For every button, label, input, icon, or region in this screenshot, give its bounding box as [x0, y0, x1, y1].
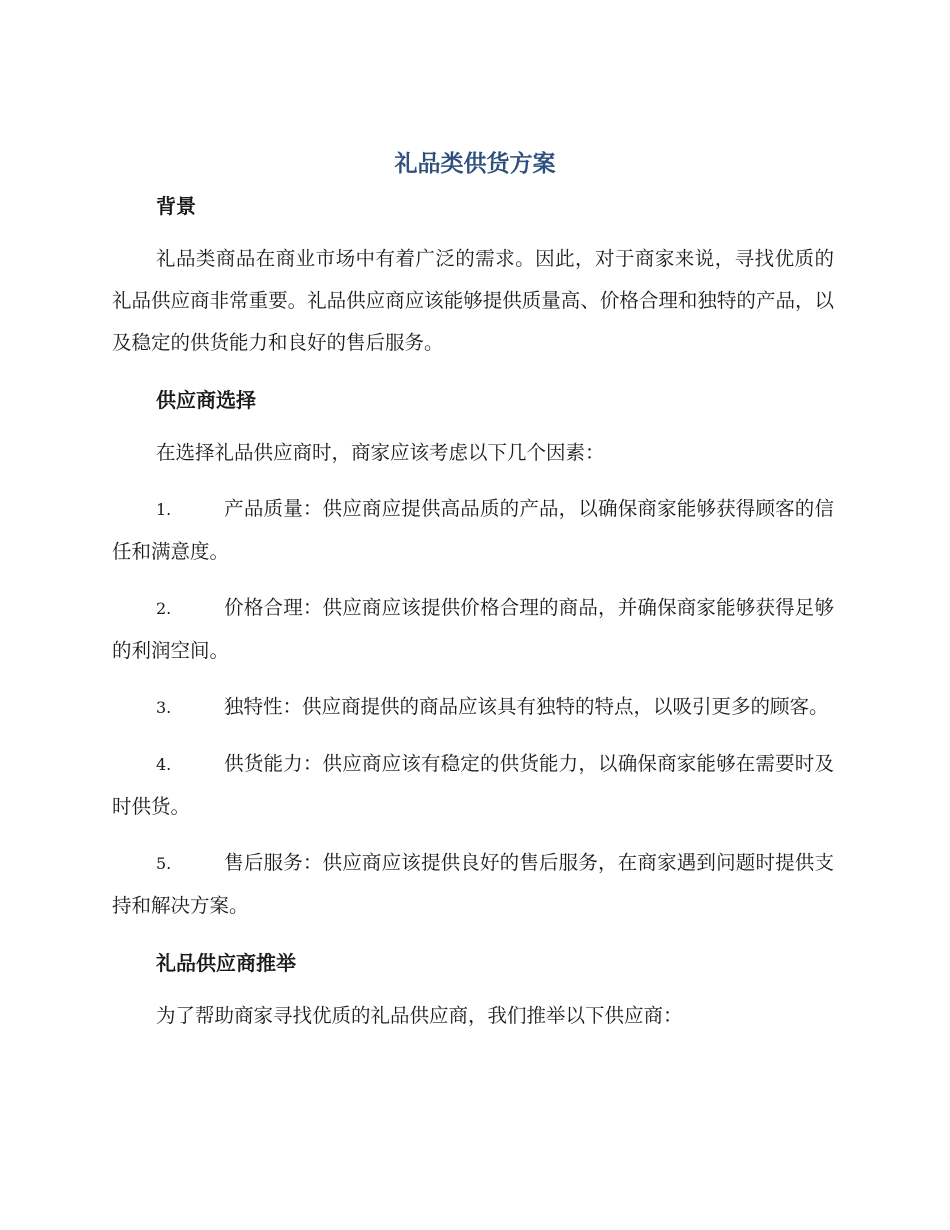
- list-item-number: 5.: [156, 854, 172, 873]
- section-heading-recommend: 礼品供应商推举: [156, 951, 296, 975]
- section-heading-selection: 供应商选择: [156, 388, 256, 412]
- section-heading-background: 背景: [156, 194, 196, 218]
- list-item-text: 产品质量：供应商应提供高品质的产品，以确保商家能够获得顾客的信任和满意度。: [112, 497, 834, 563]
- list-item: [112, 488, 834, 573]
- list-item: [112, 743, 834, 828]
- list-item-text: 独特性：供应商提供的商品应该具有独特的特点，以吸引更多的顾客。: [224, 695, 829, 718]
- list-item-text: 价格合理：供应商应该提供价格合理的商品，并确保商家能够获得足够的利润空间。: [112, 596, 834, 662]
- list-item-number: 2.: [156, 599, 172, 618]
- list-item-number: 3.: [156, 698, 172, 717]
- background-paragraph: 礼品类商品在商业市场中有着广泛的需求。因此，对于商家来说，寻找优质的礼品供应商非常重要。礼品供应商应该能够提供质量高、价格合理和独特的产品，以及稳定的供货能力和良好的售后服务。: [112, 247, 834, 354]
- list-item-number: 4.: [156, 755, 172, 774]
- document-body: [112, 188, 834, 1037]
- list-item: [112, 587, 834, 672]
- recommend-intro: 为了帮助商家寻找优质的礼品供应商，我们推举以下供应商：: [156, 1004, 683, 1027]
- list-item: [112, 686, 834, 729]
- list-item: [112, 842, 834, 927]
- list-item-number: 1.: [156, 500, 172, 519]
- list-item-text: 供货能力：供应商应该有稳定的供货能力，以确保商家能够在需要时及时供货。: [112, 752, 834, 818]
- selection-intro: 在选择礼品供应商时，商家应该考虑以下几个因素：: [156, 441, 605, 464]
- document-title: 礼品类供货方案: [394, 151, 556, 177]
- list-item-text: 售后服务：供应商应该提供良好的售后服务，在商家遇到问题时提供支持和解决方案。: [112, 851, 834, 917]
